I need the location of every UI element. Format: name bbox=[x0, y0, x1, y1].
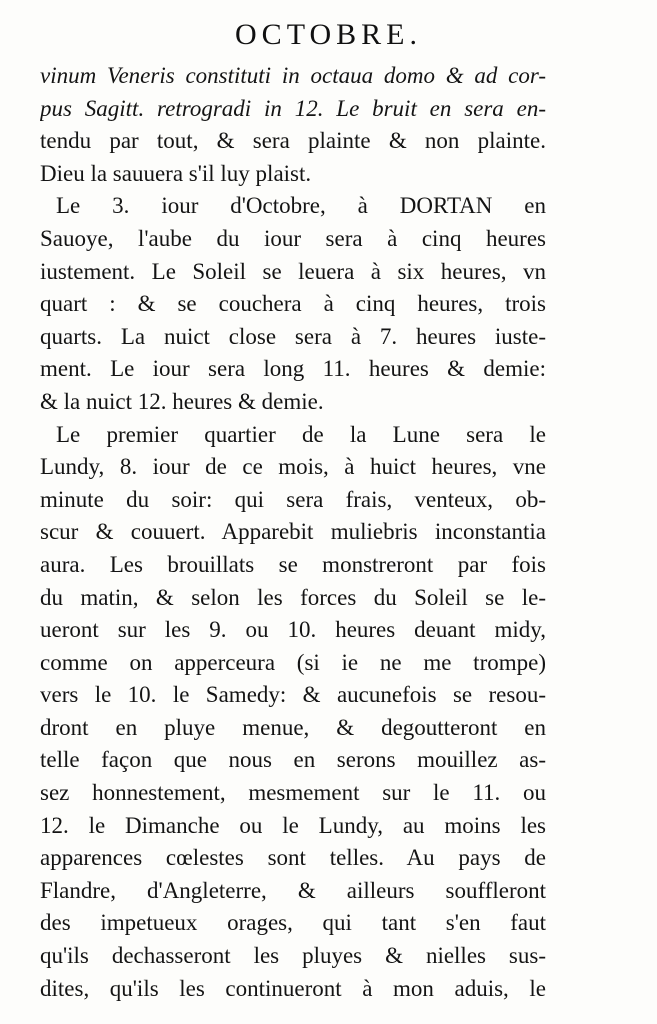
text-line: quart : & se couchera à cinq heures, trois bbox=[40, 291, 546, 317]
body-text bbox=[40, 60, 546, 1005]
running-head: OCTOBRE. bbox=[235, 18, 422, 51]
text-line: dront en pluye menue, & degoutteront en bbox=[40, 714, 546, 740]
text-line: vinum Veneris constituti in octaua domo & ad cor- bbox=[40, 63, 546, 88]
text-line: vers le 10. le Samedy: & aucunefois se resou- bbox=[40, 682, 546, 708]
text-line: comme on apperceura (si ie ne me trompe) bbox=[40, 649, 546, 675]
text-line: aura. Les brouillats se monstreront par fois bbox=[40, 551, 546, 577]
text-line: Flandre, d'Angleterre, & ailleurs souffleront bbox=[40, 877, 546, 903]
text-line: Le premier quartier de la Lune sera le bbox=[56, 421, 546, 447]
text-line: scur & couuert. Apparebit muliebris inconstantia bbox=[40, 519, 546, 545]
text-line: Lundy, 8. iour de ce mois, à huict heures, vne bbox=[40, 454, 546, 480]
text-line: 12. le Dimanche ou le Lundy, au moins les bbox=[40, 812, 546, 838]
text-line: telle façon que nous en serons mouillez as- bbox=[40, 747, 546, 773]
text-line: ueront sur les 9. ou 10. heures deuant midy, bbox=[40, 617, 546, 643]
text-line: minute du soir: qui sera frais, venteux, ob- bbox=[40, 486, 546, 512]
text-line: des impetueux orages, qui tant s'en faut bbox=[40, 910, 546, 936]
text-line: Dieu la sauuera s'il luy plaist. bbox=[40, 160, 312, 186]
text-line: tendu par tout, & sera plainte & non plainte. bbox=[40, 128, 546, 154]
text-line: iustement. Le Soleil se leuera à six heures, vn bbox=[40, 258, 546, 284]
text-line: sez honnestement, mesmement sur le 11. ou bbox=[40, 780, 546, 806]
text-line: du matin, & selon les forces du Soleil se le- bbox=[40, 584, 546, 610]
text-line: qu'ils dechasseront les pluyes & nielles sus- bbox=[40, 943, 546, 969]
text-line: & la nuict 12. heures & demie. bbox=[40, 388, 324, 414]
text-line: ment. Le iour sera long 11. heures & demie: bbox=[40, 356, 546, 382]
text-line: apparences cœlestes sont telles. Au pays de bbox=[40, 845, 546, 871]
text-line: Le 3. iour d'Octobre, à DORTAN en bbox=[56, 193, 546, 219]
text-line: pus Sagitt. retrogradi in 12. Le bruit en sera en- bbox=[40, 95, 546, 121]
text-line: dites, qu'ils les continueront à mon aduis, le bbox=[40, 975, 546, 1001]
text-line: Sauoye, l'aube du iour sera à cinq heures bbox=[40, 225, 546, 251]
text-line: quarts. La nuict close sera à 7. heures iuste- bbox=[40, 323, 546, 349]
